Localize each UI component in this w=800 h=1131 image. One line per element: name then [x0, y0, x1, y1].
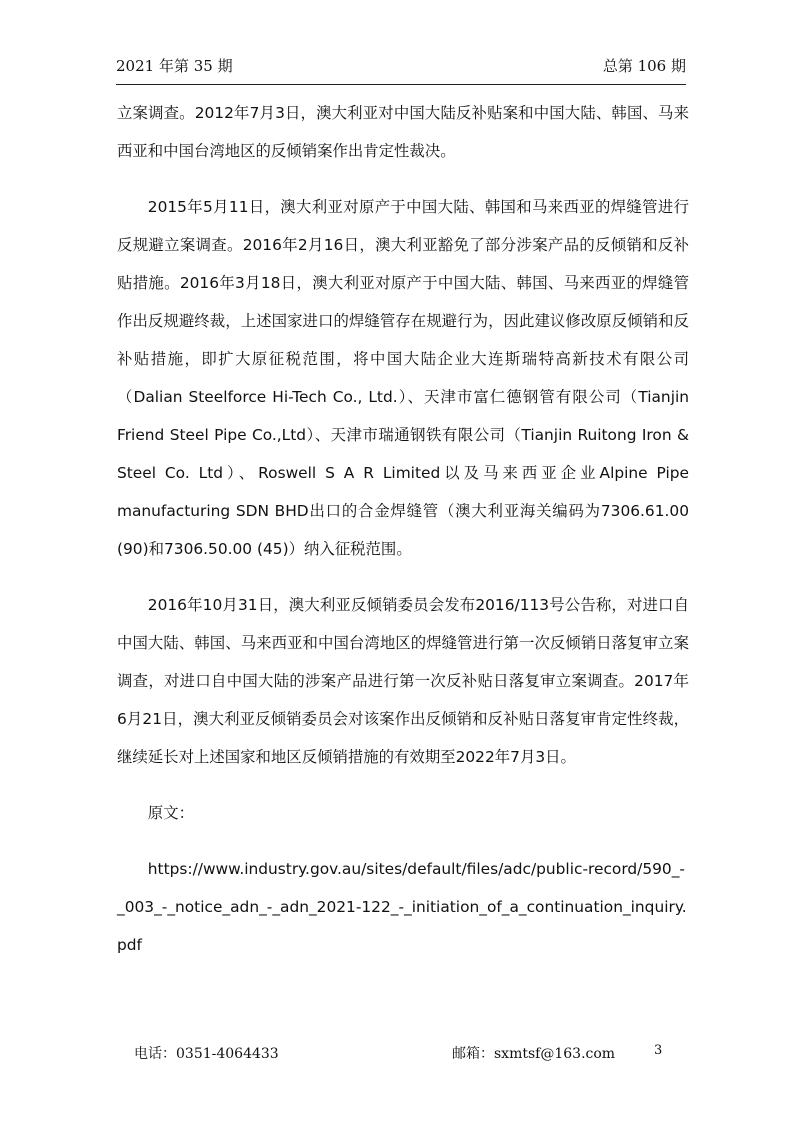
paragraph-3: 2016年10月31日，澳大利亚反倾销委员会发布2016/113号公告称，对进口自中国大陆、韩国、马来西亚和中国台湾地区的焊缝管进行第一次反倾销日落复审立案调查，对进口自中国大陆的涉案产品进行第一次反补贴日落复审立案调查。2017年6月21日，澳大利亚反倾销委员会对该案作出反倾销和反补贴日落复审肯定性终裁，继续延长对上述国家和地区反倾销措施的有效期至2022年7月3日。	[117, 596, 689, 766]
paragraph-1: 立案调查。2012年7月3日，澳大利亚对中国大陆反补贴案和中国大陆、韩国、马来西亚和中国台湾地区的反倾销案作出肯定性裁决。	[117, 104, 689, 160]
contact-email: 邮箱：sxmtsf@163.com	[452, 1046, 616, 1062]
source-link[interactable]: https://www.industry.gov.au/sites/default/files/adc/public-record/590_-_003_-_notice_adn_-_adn_2021-122_-_initiation_of_a_continuation_inquiry.pdf	[117, 860, 687, 954]
page-number: 3	[654, 1043, 663, 1058]
contact-phone: 电话：0351-4064433	[134, 1046, 279, 1062]
issue-number-left: 2021 年第 35 期	[116, 57, 233, 75]
paragraph-2: 2015年5月11日，澳大利亚对原产于中国大陆、韩国和马来西亚的焊缝管进行反规避立案调查。2016年2月16日，澳大利亚豁免了部分涉案产品的反倾销和反补贴措施。2016年3月18日，澳大利亚对原产于中国大陆、韩国、马来西亚的焊缝管作出反规避终裁，上述国家进口的焊缝管存在规避行为，因此建议修改原反倾销和反补贴措施，即扩大原征税范围，将中国大陆企业大连斯瑞特高新技术有限公司（Dalian Steelforce Hi-Tech Co., Ltd.）、天津市富仁德钢管有限公司（Tianjin Friend Steel Pipe Co.,Ltd）、天津市瑞通钢铁有限公司（Tianjin Ruitong Iron & Steel Co. Ltd）、Roswell S A R Limited以及马来西亚企业Alpine Pipe manufacturing SDN BHD出口的合金焊缝管（澳大利亚海关编码为7306.61.00 (90)和7306.50.00 (45)）纳入征税范围。	[117, 198, 689, 558]
header-divider	[116, 84, 686, 85]
issue-number-right: 总第 106 期	[602, 57, 686, 75]
article-body	[117, 94, 689, 964]
page-header	[116, 56, 686, 76]
source-label: 原文：	[147, 804, 194, 822]
